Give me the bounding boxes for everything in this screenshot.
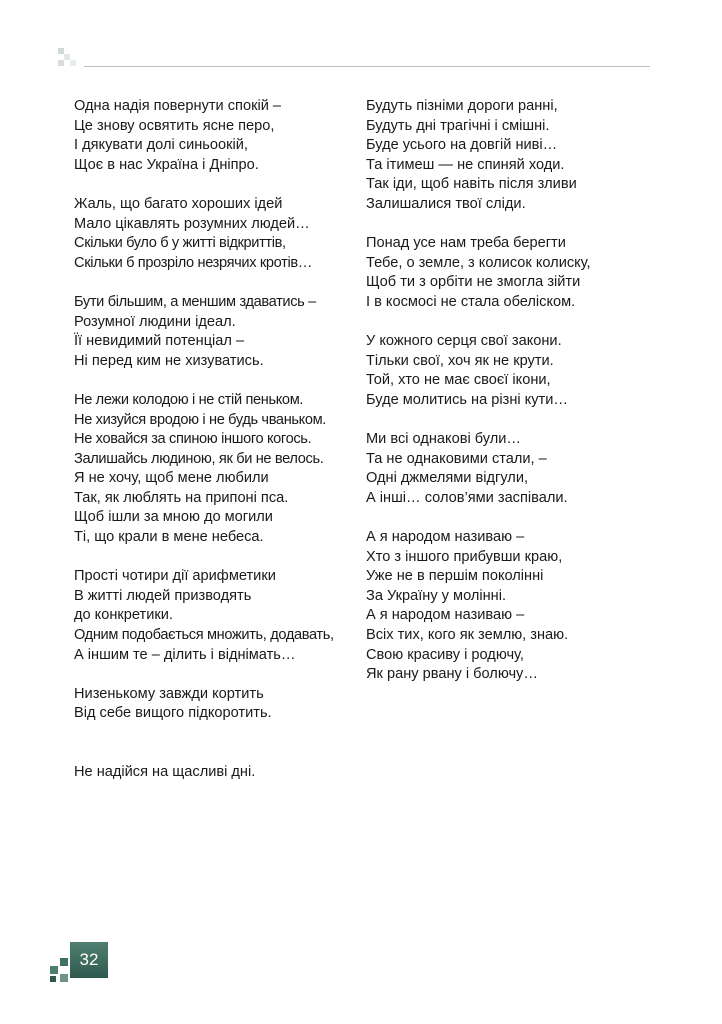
poem-line: Ми всі однакові були…	[366, 431, 522, 448]
poem-line: Будуть пізніми дороги ранні,	[366, 98, 558, 114]
poem-line: Низенькому завжди кортить	[74, 685, 264, 702]
poem-line: Хто з іншого прибувши краю,	[366, 548, 563, 565]
poem-line: В житті людей призводять	[74, 587, 252, 604]
poem-line: Мало цікавлять розумних людей…	[74, 215, 310, 232]
poem-line: Скільки б прозріло незрячих кротів…	[74, 254, 312, 271]
poem-line: Тебе, о земле, з колисок колиску,	[366, 254, 591, 271]
poem-line: Її невидимий потенціал –	[74, 333, 245, 350]
poem-line: Будуть дні трагічні і смішні.	[366, 117, 550, 134]
poem-line: Та не однаковими стали, –	[366, 450, 547, 467]
left-stanza	[74, 567, 364, 665]
poem-line: Щоб ішли за мною до могили	[74, 509, 273, 526]
header-rule	[84, 66, 650, 67]
page-number: 32	[70, 942, 108, 978]
right-stanza	[366, 528, 666, 685]
poem-line: Прості чотири дії арифметики	[74, 568, 276, 585]
poem-line: У кожного серця свої закони.	[366, 333, 562, 350]
poem-column-left	[74, 97, 364, 802]
poem-line: Понад усе нам треба берегти	[366, 235, 566, 252]
poem-line: А я народом називаю –	[366, 607, 525, 624]
right-stanza	[366, 97, 666, 215]
poem-line: І в космосі не стала обеліском.	[366, 293, 576, 310]
poem-line: Так іди, щоб навіть після зливи	[366, 176, 577, 193]
poem-line: Залишалися твої сліди.	[366, 195, 526, 212]
poem-line: Скільки було б у житті відкриттів,	[74, 235, 286, 252]
left-stanza	[74, 293, 364, 371]
poem-line: Та ітимеш — не спиняй ходи.	[366, 156, 565, 173]
poem-line: Щоб ти з орбіти не змогла зійти	[366, 274, 581, 291]
poem-line: А я народом називаю –	[366, 529, 525, 546]
poem-line: Свою красиву і родючу,	[366, 646, 524, 663]
poem-line: Одна надія повернути спокій –	[74, 98, 282, 114]
poem-line: За Україну у молінні.	[366, 587, 507, 604]
poem-line: Не хизуйся вродою і не будь чваньком.	[74, 411, 327, 428]
poem-line: Тільки свої, хоч як не крути.	[366, 352, 554, 369]
poem-line: Від себе вищого підкоротить.	[74, 705, 272, 722]
left-stanza	[74, 685, 364, 724]
poem-line: І дякувати долі синьоокій,	[74, 137, 248, 154]
poem-line: А іншим те – ділить і віднімать…	[74, 646, 296, 663]
poem-line: Жаль, що багато хороших ідей	[74, 195, 283, 212]
poem-line: Не лежи колодою і не стій пеньком.	[74, 391, 304, 408]
poem-line: Бути більшим, а меншим здаватись –	[74, 293, 316, 310]
poem-line: Уже не в першім поколінні	[366, 568, 544, 585]
poem-line: Одні джмелями відгули,	[366, 470, 529, 487]
left-stanza	[74, 97, 364, 175]
page-number-pixel-ornament	[50, 958, 72, 984]
poem-line: Щоє в нас Україна і Дніпро.	[74, 156, 259, 173]
poem-line: Не ховайся за спиною іншого когось.	[74, 431, 312, 448]
poem-line: Так, як люблять на припоні пса.	[74, 489, 289, 506]
poem-line: Як рану рвану і болючу…	[366, 666, 538, 683]
left-stanza	[74, 391, 364, 548]
poem-line: А інші… солов’ями заспівали.	[366, 489, 568, 506]
left-stanza	[74, 763, 364, 783]
poem-line: Ті, що крали в мене небеса.	[74, 529, 264, 546]
poem-line: Ні перед ким не хизуватись.	[74, 352, 264, 369]
right-stanza	[366, 430, 666, 508]
right-stanza	[366, 332, 666, 410]
corner-pixel-ornament	[58, 48, 82, 72]
poem-column-right	[366, 97, 666, 704]
right-stanza	[366, 234, 666, 312]
poem-line: Одним подобається множить, додавать,	[74, 627, 334, 644]
poem-line: Розумної людини ідеал.	[74, 313, 236, 330]
poem-line: Це знову освятить ясне перо,	[74, 117, 275, 134]
poem-line: Той, хто не має своєї ікони,	[366, 372, 551, 389]
poem-line: Не надійся на щасливі дні.	[74, 764, 256, 781]
poem-line: Всіх тих, кого як землю, знаю.	[366, 627, 569, 644]
left-stanza	[74, 195, 364, 273]
poem-line: Я не хочу, щоб мене любили	[74, 470, 269, 487]
poem-line: Залишайсь людиною, як би не велось.	[74, 450, 324, 467]
poem-line: Буде усього на довгій ниві…	[366, 137, 558, 154]
poem-line: Буде молитись на різні кути…	[366, 391, 568, 408]
poem-line: до конкретики.	[74, 607, 173, 624]
